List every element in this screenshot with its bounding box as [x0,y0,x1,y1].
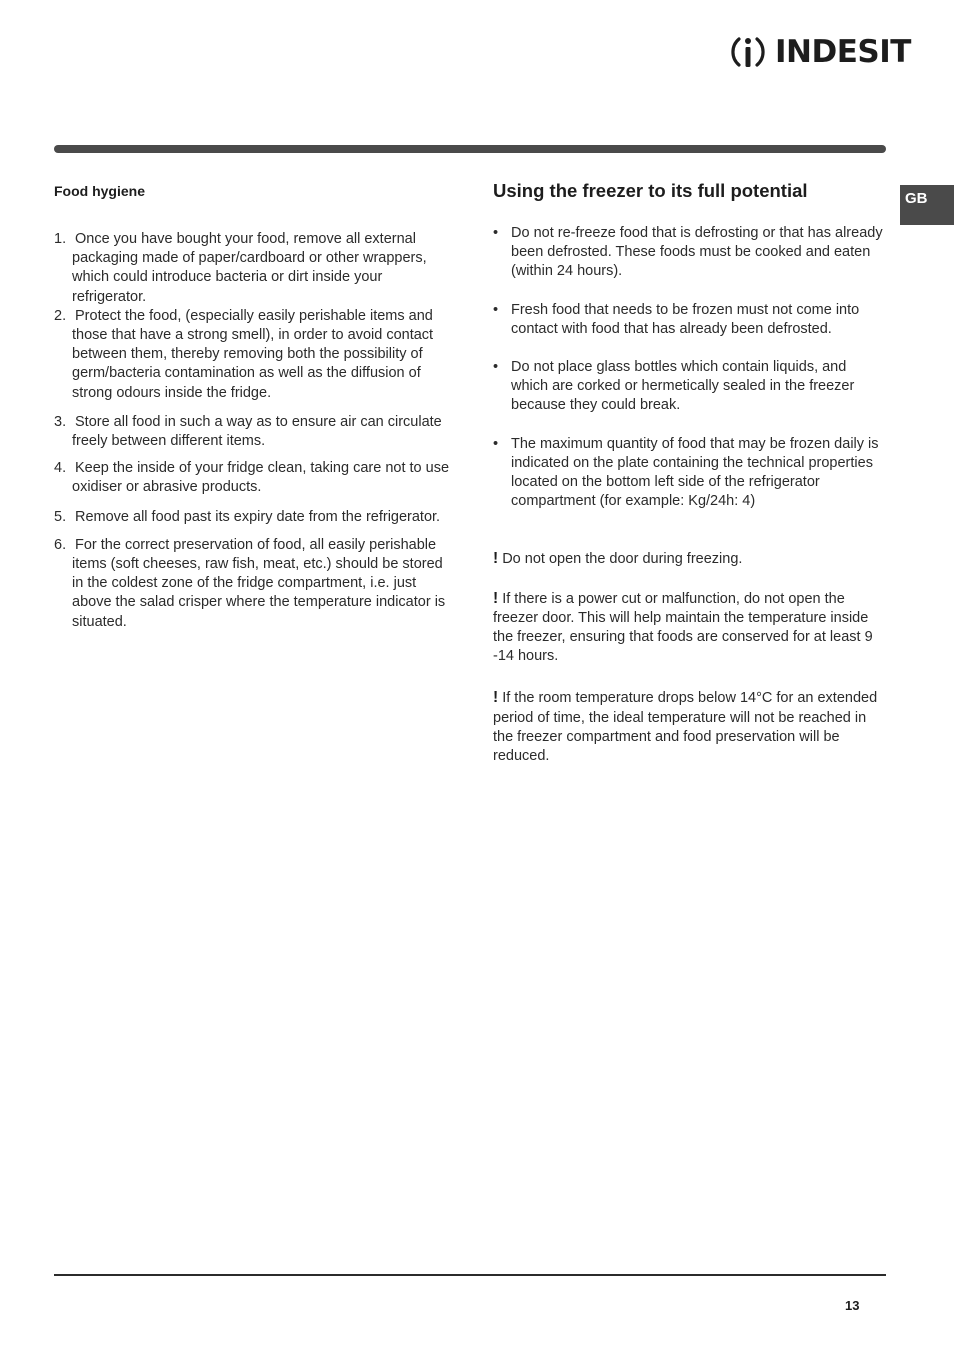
list-item [493,358,885,416]
list-text: For the correct preservation of food, all easily perishable items (soft cheeses, raw fish, meat, etc.) should be stored in the coldest zone of the fridge compartment, i.e. just above the salad crisper where the temperature indicator is situated. [72,536,446,630]
food-hygiene-section [54,180,454,632]
warning-icon: ! [493,589,499,607]
list-text: Once you have bought your food, remove all external packaging made of paper/cardboard or other wrappers, which could introduce bacteria or dirt inside your refrigerator. [72,231,427,305]
list-text: Do not place glass bottles which contain liquids, and which are corked or hermetically sealed in the freezer because they could break. [511,359,855,414]
list-number: 4. [54,460,67,477]
list-number: 2. [54,307,67,324]
list-item [493,301,885,339]
bullet-icon: • [493,301,499,318]
list-text: Keep the inside of your fridge clean, taking care not to use oxidiser or abrasive products. [72,460,450,496]
list-item [54,413,454,451]
list-number: 3. [54,413,67,430]
freezer-tips-list [493,224,885,511]
food-hygiene-list [54,230,454,632]
warning-text: If there is a power cut or malfunction, do not open the freezer door. This will help maintain the temperature inside the freezer, ensuring that foods are conserved for at least 9 -14 hours. [493,590,873,665]
freezer-title: Using the freezer to its full potential [493,180,808,201]
list-item [54,307,454,403]
list-item [54,459,454,497]
list-text: Fresh food that needs to be frozen must not come into contact with food that has already been defrosted. [511,301,860,337]
list-item [54,230,454,307]
warning-note [493,549,885,569]
warning-icon: ! [493,689,499,707]
warning-text: If the room temperature drops below 14°C for an extended period of time, the ideal temperature will not be reached in the freezer compartment and food preservation will be reduced. [493,690,878,765]
list-item [493,435,885,512]
header-divider [54,145,886,153]
bullet-icon: • [493,225,499,241]
warning-text: Do not open the door during freezing. [502,551,743,568]
footer-divider [54,1274,886,1276]
list-text: The maximum quantity of food that may be frozen daily is indicated on the plate containing the technical properties located on the bottom left side of the refrigerator compartment (for example: Kg/24h: 4) [511,435,879,510]
language-tab: GB [900,185,954,225]
page-number: 13 [845,1298,860,1313]
indesit-i-circle-logo-icon [726,30,770,74]
bullet-icon: • [493,435,499,452]
list-text: Do not re-freeze food that is defrosting or that has already been defrosted. These foods must be cooked and eaten (within 24 hours). [511,225,883,280]
list-number: 6. [54,536,67,553]
list-text: Protect the food, (especially easily perishable items and those that have a strong smell), in order to avoid contact between them, thereby removing both the possibility of germ/bacteria contamination as well as the diffusion of strong odours inside the fridge. [72,307,434,401]
list-text: Store all food in such a way as to ensure air can circulate freely between different items. [72,413,442,450]
list-item [493,224,885,282]
list-item [54,508,454,527]
warning-note [493,589,885,667]
warning-note [493,688,885,766]
food-hygiene-title: Food hygiene [54,183,145,199]
list-text: Remove all food past its expiry date from the refrigerator. [75,508,441,525]
list-number: 1. [54,231,67,247]
warning-icon: ! [493,550,499,568]
bullet-icon: • [493,359,499,376]
freezer-section [493,178,885,766]
list-item [54,536,454,632]
brand-logo [726,30,911,74]
list-number: 5. [54,508,67,525]
brand-name: INDESIT [775,33,911,70]
